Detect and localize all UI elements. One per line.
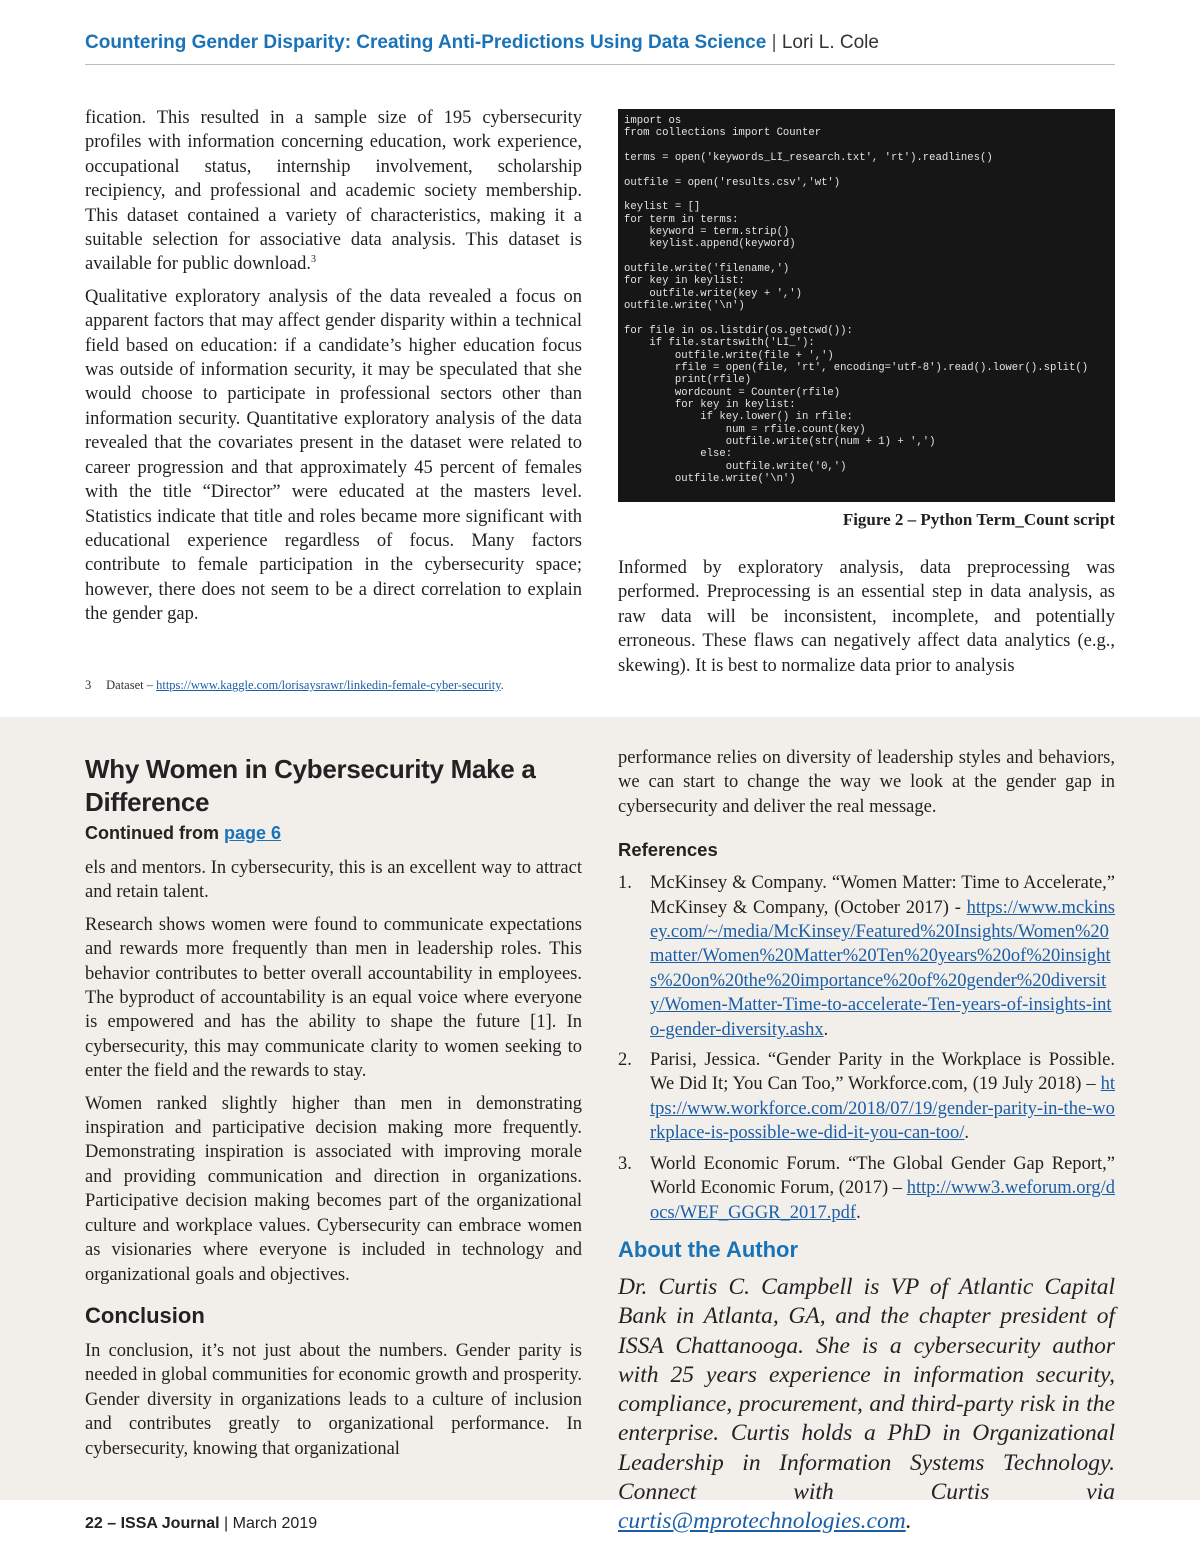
reference-number: 1. [618, 873, 632, 894]
continued-label: Continued from [85, 823, 224, 843]
footnote-link[interactable]: https://www.kaggle.com/lorisaysrawr/linkedin-female-cyber-security [156, 678, 501, 692]
paragraph: Qualitative exploratory analysis of the data revealed a focus on apparent factors that may affect gender disparity within a technical field based on education: if a candidate’s higher education focus was outside of information security, it may be speculated that she would choose to participate in professional sectors other than information security. Quantitative exploratory analysis of the data revealed that the covariates present in the dataset were related to career progression and that approximately 45 percent of females with the title “Director” were educated at the masters level. Statistics indicate that title and roles became more significant with educational experience regardless of focus. Many factors contribute to female participation in the cybersecurity space; however, there does not seem to be a direct correlation to explain the gender gap. [85, 286, 582, 625]
reference-link[interactable]: http://www3.weforum.org/docs/WEF_GGGR_2017.pdf [650, 1178, 1115, 1223]
page-footer [85, 1515, 317, 1533]
reference-end: . [856, 1202, 861, 1223]
footnote-ref[interactable]: 3 [311, 254, 317, 266]
page-number: 22 – ISSA Journal [85, 1515, 220, 1532]
reference-item [618, 871, 1115, 1042]
sidebar-title: Why Women in Cybersecurity Make a Difference [85, 754, 536, 817]
author-email-link[interactable]: curtis@mprotechnologies.com [618, 1508, 906, 1535]
reference-item [618, 1048, 1115, 1146]
reference-number: 2. [618, 1050, 632, 1071]
main-left-column [85, 106, 582, 635]
issue-date: March 2019 [232, 1515, 318, 1532]
paragraph [85, 106, 582, 277]
paragraph: Research shows women were found to communicate expectations and rewards more frequently than men in leadership roles. This behavior contributes to better overall accountability in employees. The byproduct of accountability is an equal voice where everyone is empowered and has the ability to shape the future [1]. In cybersecurity, this may communicate clarity to women seeking to enter the field and the rewards to stay. [85, 914, 582, 1082]
paragraph: els and mentors. In cybersecurity, this is an excellent way to attract and retain talent. [85, 858, 582, 903]
header-separator: | [766, 32, 782, 53]
code-listing: import os from collections import Counter terms = open('keywords_LI_research.txt', 'rt').readlines() outfile = open('results.csv','wt') keylist = [] for term in terms: keyword = term.strip() keylist.append(keyword) outfile.write('filename,') for key in keylist: outfile.write(key + ',') outfile.write('\n') for file in os.listdir(os.getcwd()): if file.startswith('LI_'): outfile.write(file + ',') rfile = open(file, 'rt', encoding='utf-8').read().lower().split() print(rfile) wordcount = Counter(rfile) for key in keylist: if key.lower() in rfile: num = rfile.count(key) outfile.write(str(num + 1) + ',') else: outfile.write('0,') outfile.write('\n') [624, 115, 1089, 485]
sidebar-right-column [618, 746, 1115, 1537]
reference-number: 3. [618, 1153, 632, 1174]
reference-citation: World Economic Forum. “The Global Gender Gap Report,” World Economic Forum, (2017) – [650, 1153, 1115, 1199]
sidebar-left-column [85, 753, 582, 1469]
paragraph: performance relies on diversity of leadership styles and behaviors, we can start to change the way we look at the gender gap in cybersecurity and deliver the real message. [618, 748, 1115, 817]
running-header [85, 32, 1115, 65]
reference-link[interactable]: https://www.workforce.com/2018/07/19/gender-parity-in-the-workplace-is-possible-we-did-it-you-can-too/ [650, 1074, 1115, 1144]
continued-page-link[interactable]: page 6 [223, 823, 282, 843]
reference-text [650, 1152, 1115, 1225]
footnote-end: . [500, 678, 504, 692]
references-heading: References [618, 839, 718, 861]
author-name: Lori L. Cole [781, 32, 879, 53]
paragraph: Informed by exploratory analysis, data preprocessing was performed. Preprocessing is an essential step in data analysis, as raw data will be inconsistent, incomplete, and potentially erroneous. These flaws can negatively affect data analytics (e.g., skewing). It is best to normalize data prior to analysis [618, 558, 1115, 676]
reference-citation: McKinsey & Company. “Women Matter: Time to Accelerate,” McKinsey & Company, (October 2017) - [650, 873, 1115, 918]
bio-end: . [905, 1508, 912, 1535]
reference-end: . [964, 1123, 970, 1144]
about-author-heading: About the Author [618, 1236, 799, 1262]
reference-item [618, 1152, 1115, 1225]
sidebar-body [85, 856, 582, 1287]
bio-text: Dr. Curtis C. Campbell is VP of Atlantic Capital Bank in Atlanta, GA, and the chapter president of ISSA Chattanooga. She is a cybersecurity author with 25 years experience in information security, compliance, procurement, and third-party risk in the enterprise. Curtis holds a PhD in Organizational Leadership in Information Systems Technology. Connect with Curtis via [618, 1273, 1115, 1505]
footnote [85, 678, 605, 693]
main-right-column [618, 556, 1115, 686]
paragraph-text: fication. This resulted in a sample size of 195 cybersecurity profiles with information concerning education, work experience, occupational status, internship involvement, scholarship recipiency, and professional and academic society membership. This dataset contained a variety of characteristics, making it a suitable selection for associative data analysis. This dataset is available for public download. [85, 108, 582, 275]
author-bio [618, 1273, 1115, 1537]
paragraph: Women ranked slightly higher than men in demonstrating inspiration and participative decision making more frequently. Demonstrating inspiration is associated with improving morale and providing communication and direction in organizations. Participative decision making becomes part of the organizational culture and workplace values. Cybersecurity can embrace women as visionaries where everyone is included in technology and organizational goals and objectives. [85, 1093, 582, 1285]
sidebar-right-body [618, 746, 1115, 819]
paragraph: In conclusion, it’s not just about the numbers. Gender parity is needed in global communities for economic growth and prosperity. Gender diversity in organizations leads to a culture of inclusion and contributes greatly to organizational performance. In cybersecurity, knowing that organizational [85, 1340, 582, 1459]
footnote-number: 3 [85, 678, 92, 692]
conclusion-body [85, 1339, 582, 1461]
footnote-text: Dataset – [106, 678, 157, 692]
reference-text [650, 1048, 1115, 1146]
code-figure [618, 109, 1115, 502]
continued-from [85, 823, 582, 844]
reference-text [650, 871, 1115, 1042]
conclusion-heading: Conclusion [85, 1302, 205, 1328]
reference-citation: Parisi, Jessica. “Gender Parity in the Workplace is Possible. We Did It; You Can Too,” Workforce.com, (19 July 2018) – [650, 1050, 1115, 1095]
article-title: Countering Gender Disparity: Creating Anti-Predictions Using Data Science [85, 32, 767, 53]
figure-caption: Figure 2 – Python Term_Count script [842, 510, 1115, 529]
reference-end: . [823, 1019, 829, 1040]
references-list [618, 871, 1115, 1225]
footer-separator: | [219, 1515, 233, 1532]
reference-link[interactable]: https://www.mckinsey.com/~/media/McKinsey/Featured%20Insights/Women%20matter/Women%20Matter%20Ten%20years%20of%20insights%20on%20the%20importance%20of%20gender%20diversity/Women-Matter-Time-to-accelerate-Ten-years-of-insights-into-gender-diversity.ashx [650, 897, 1115, 1040]
